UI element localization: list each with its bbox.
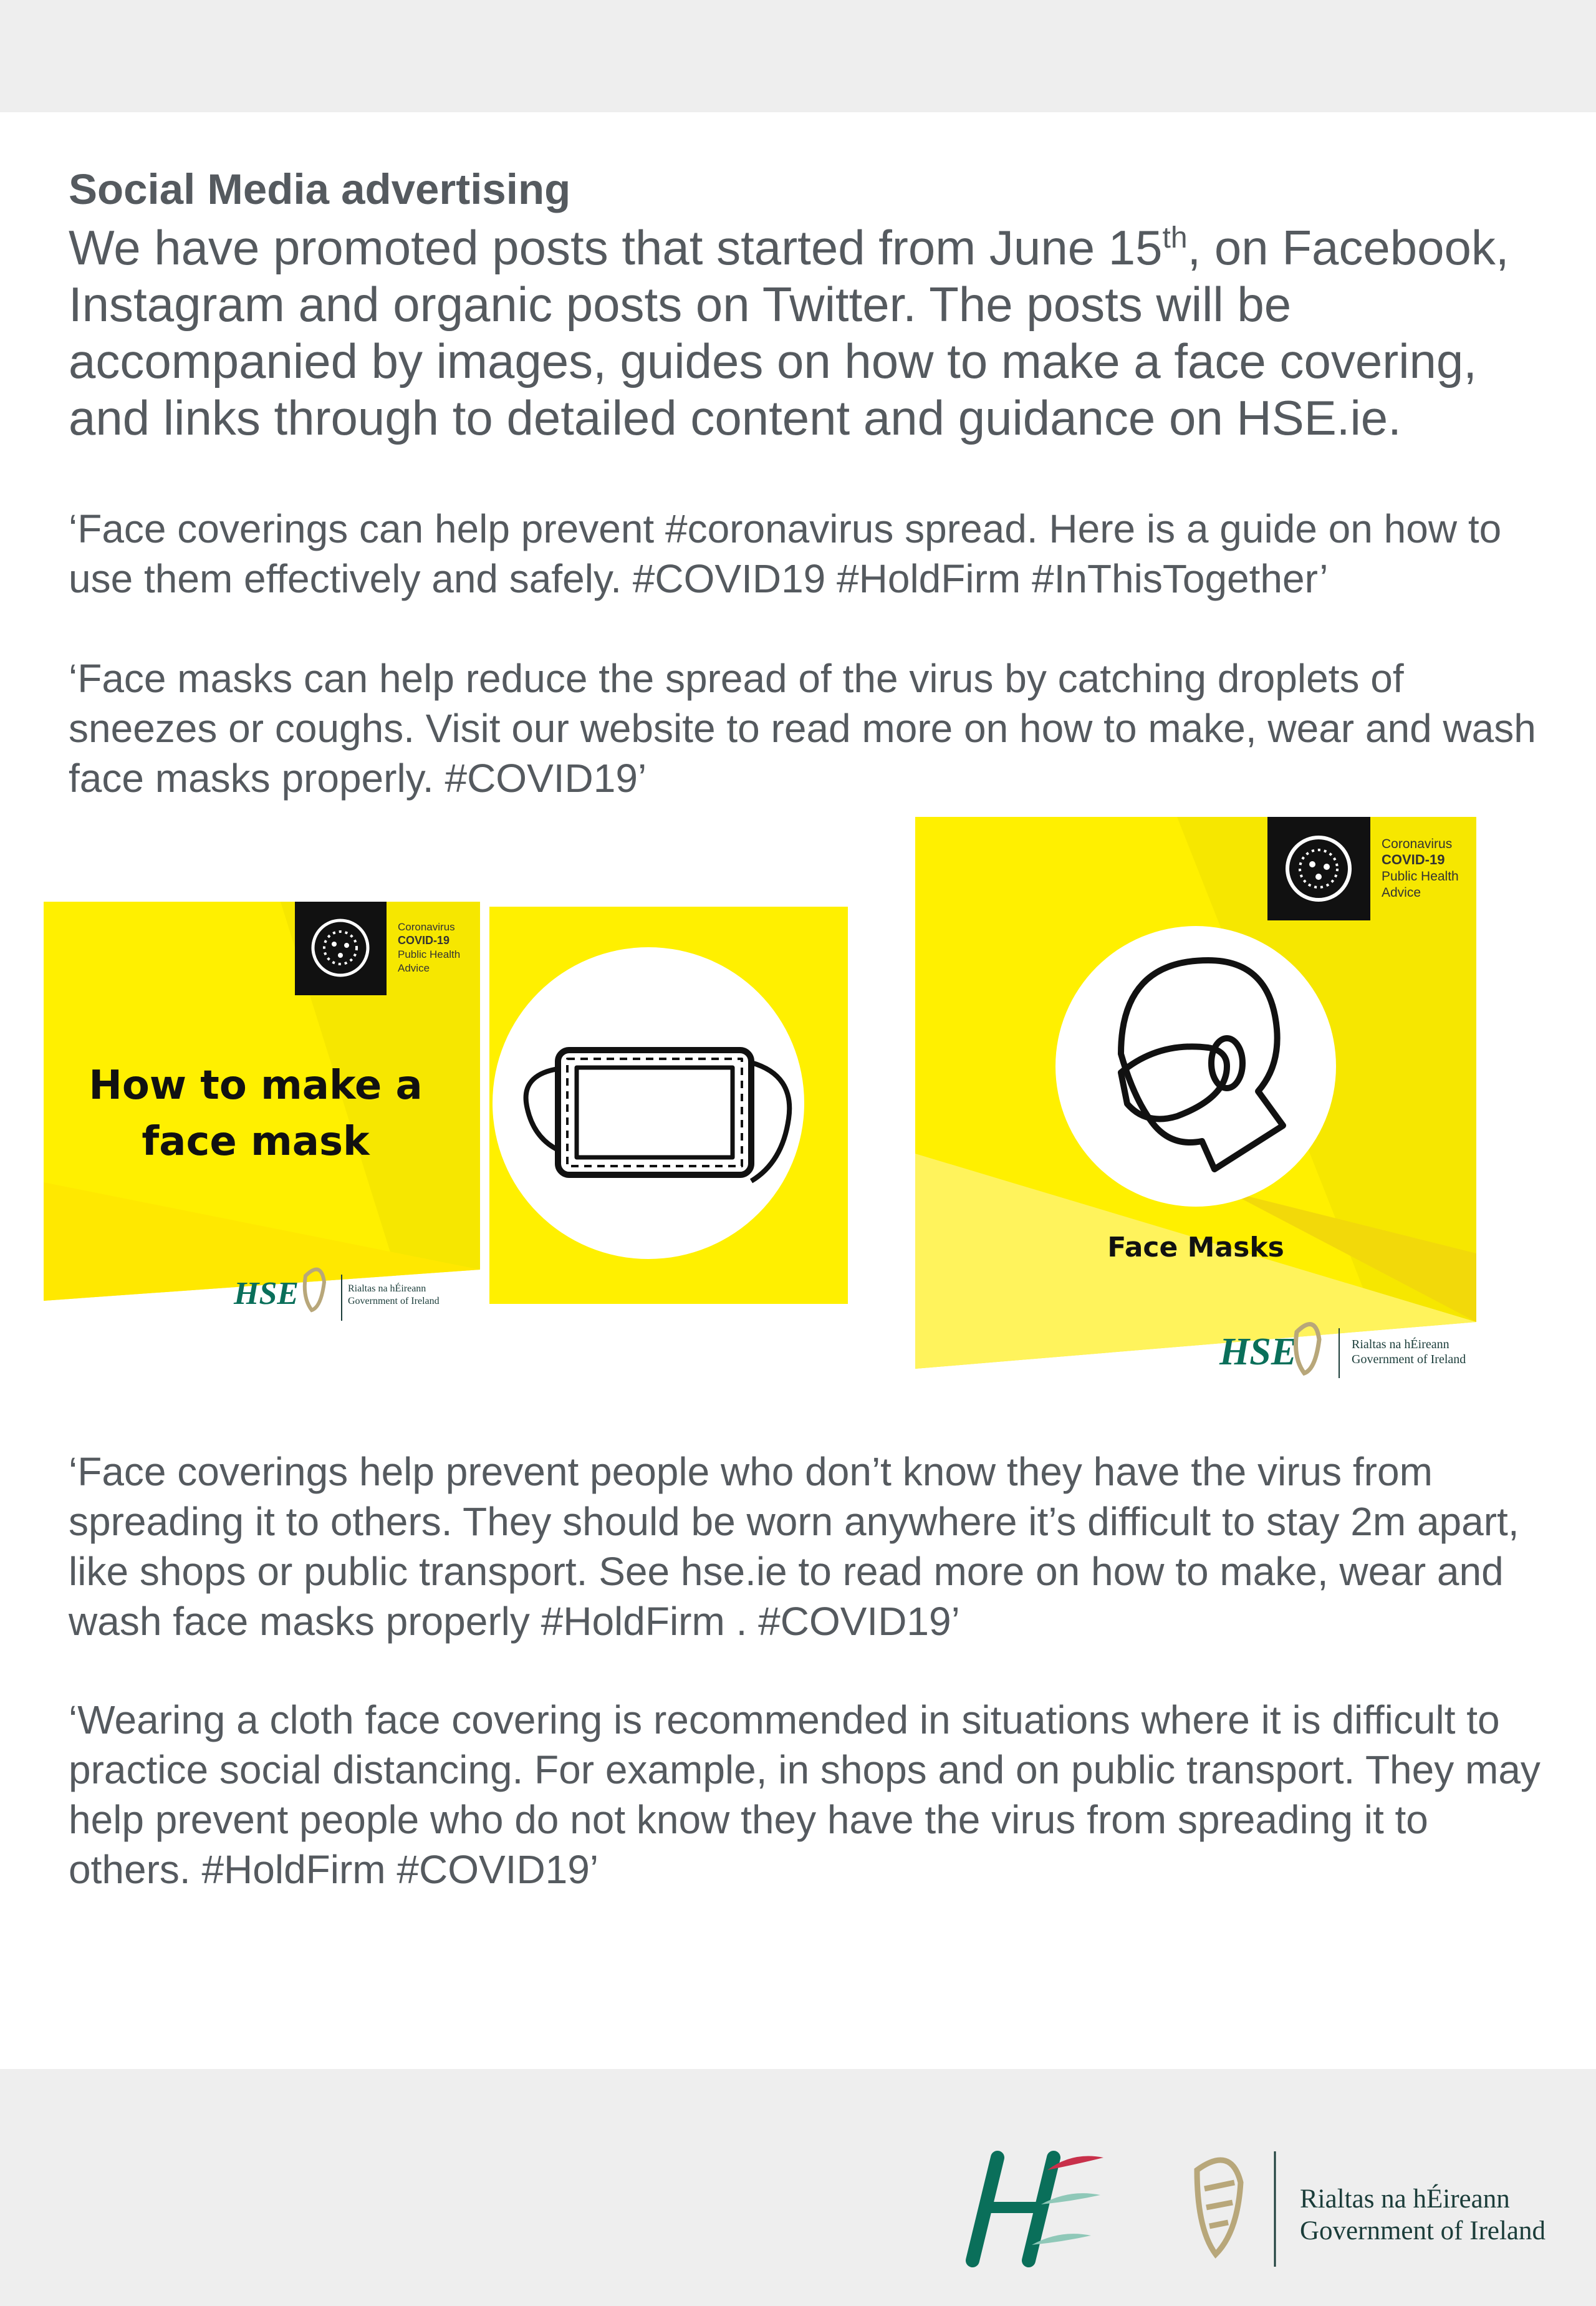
svg-text:Advice: Advice [1382,885,1421,900]
svg-text:Rialtas na hÉireann: Rialtas na hÉireann [1352,1338,1449,1351]
intro-superscript: th [1162,221,1188,254]
gov-ireland-irish: Rialtas na hÉireann [1300,2184,1510,2214]
svg-text:Advice: Advice [398,962,430,974]
svg-text:Coronavirus: Coronavirus [1382,837,1453,851]
svg-text:HSE: HSE [234,1276,299,1311]
ad-face-masks [915,817,1476,1378]
post-quote-4: ‘Wearing a cloth face covering is recommended in situations where it is difficult to practice social distancing. For example, in shops and on public transport. They may help prevent people who do not know they have the virus from spreading it to others. #HoldFirm #COVID19’ [69,1697,1541,1892]
gov-ireland-english: Government of Ireland [1300,2216,1546,2246]
svg-text:COVID-19: COVID-19 [398,934,450,947]
ad1-title-line2: face mask [142,1119,370,1165]
intro-text-1: We have promoted posts that started from June 15 [69,220,1163,275]
svg-text:Public Health: Public Health [1382,869,1459,884]
svg-text:HSE: HSE [1219,1331,1297,1373]
section-heading: Social Media advertising [69,165,571,213]
ad3-caption: Face Masks [1107,1232,1284,1263]
top-band [0,0,1596,112]
svg-text:Public Health: Public Health [398,948,461,960]
intro-paragraph [69,220,1552,446]
ad1-title-line1: How to make a [89,1063,423,1109]
svg-text:Government of Ireland: Government of Ireland [1352,1353,1466,1366]
ad-how-to-make-face-mask [44,902,480,1326]
ad-mask-illustration [489,907,848,1304]
post-quote-2: ‘Face masks can help reduce the spread of the virus by catching droplets of sneezes or coughs. Visit our website to read more on how to make, wear and wash face masks properly. #COVID19’ [69,656,1536,801]
svg-text:Government of Ireland: Government of Ireland [348,1296,440,1306]
intro-text-2: , on Facebook, Instagram and organic posts on Twitter. The posts will be accompanied by images, guides on how to make a face covering, and links through to detailed content and guidance on HSE.ie. [69,220,1509,445]
hse-logo [960,2145,1103,2260]
post-quote-3: ‘Face coverings help prevent people who don’t know they have the virus from spreading it to others. They should be worn anywhere it’s difficult to stay 2m apart, like shops or public transport. See hse.ie to read more on how to make, wear and wash face masks properly #HoldFirm . #COVID19’ [69,1449,1519,1644]
svg-text:Coronavirus: Coronavirus [398,921,455,933]
svg-text:COVID-19: COVID-19 [1382,852,1445,867]
post-quote-1: ‘Face coverings can help prevent #coronavirus spread. Here is a guide on how to use them effectively and safely. #COVID19 #HoldFirm #InThisTogether’ [69,506,1502,601]
svg-text:Rialtas na hÉireann: Rialtas na hÉireann [348,1283,426,1294]
svg-text:HSE: HSE [960,2145,962,2146]
harp-icon [1197,2160,1241,2254]
footer-logos [960,2145,1559,2270]
